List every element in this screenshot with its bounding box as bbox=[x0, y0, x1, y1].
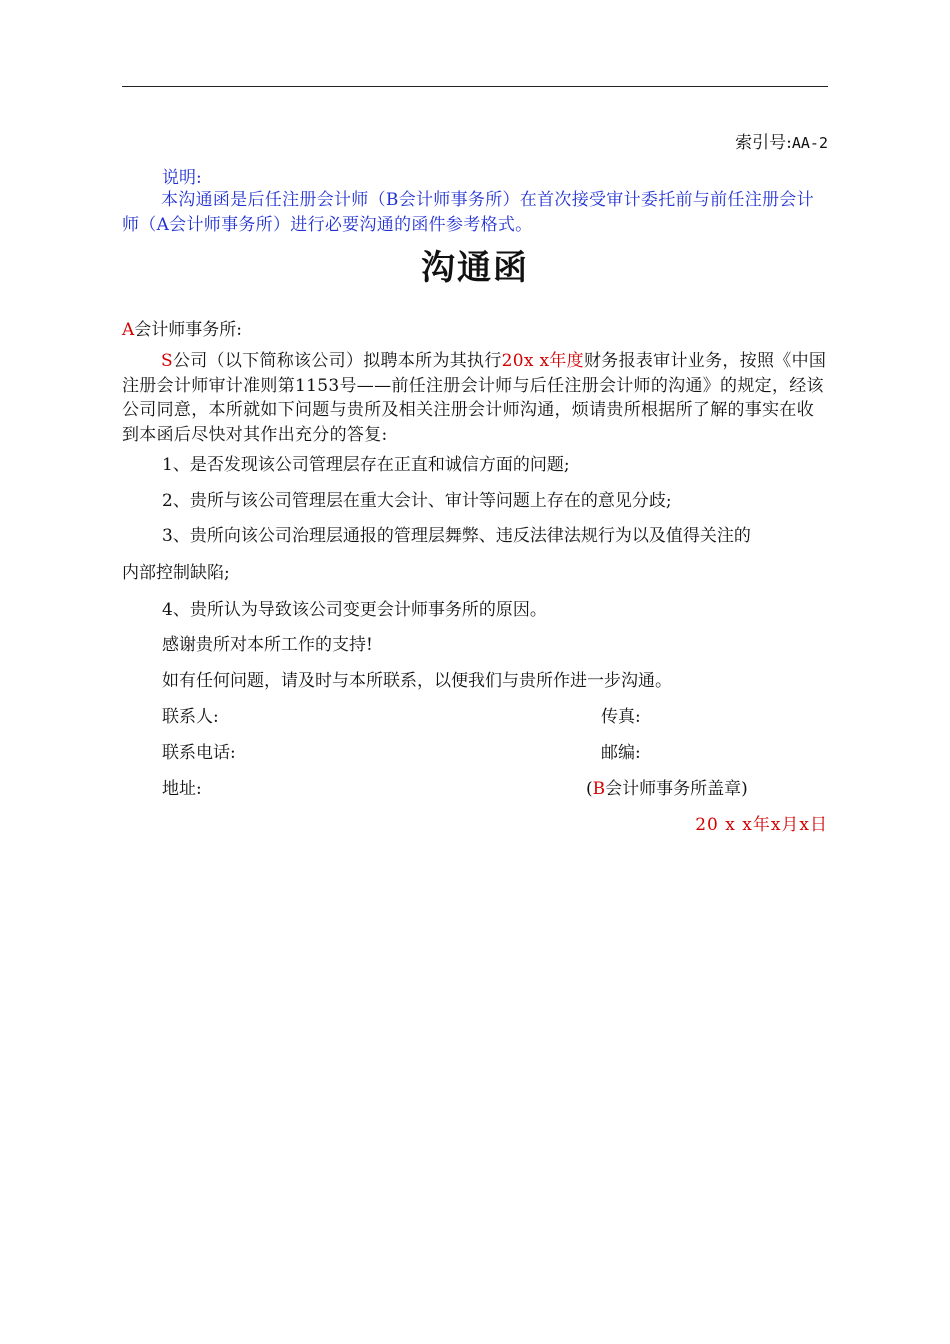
body-year: 20x x年度 bbox=[501, 351, 584, 371]
thanks-text: 感谢贵所对本所工作的支持! bbox=[162, 635, 373, 655]
note-text: 本沟通函是后任注册会计师（B会计师事务所）在首次接受审计委托前与前任注册会计师（A会计师事务所）进行必要沟通的函件参考格式。 bbox=[122, 190, 814, 235]
list-item-2: 2、贵所与该公司管理层在重大会计、审计等问题上存在的意见分歧; bbox=[162, 491, 672, 511]
contact-person-label: 联系人: bbox=[162, 707, 219, 727]
seal-label: 会计师事务所盖章) bbox=[605, 779, 748, 799]
body-paragraph bbox=[122, 349, 828, 447]
addressee-prefix: A bbox=[122, 320, 135, 340]
index-value: AA-2 bbox=[791, 134, 828, 152]
addressee-text: 会计师事务所: bbox=[134, 320, 243, 340]
list-item-3-cont: 内部控制缺陷; bbox=[122, 563, 230, 583]
note-label: 说明: bbox=[162, 168, 202, 188]
phone-label: 联系电话: bbox=[162, 743, 236, 763]
postcode-label: 邮编: bbox=[601, 743, 641, 763]
body-s-prefix: S bbox=[161, 351, 173, 371]
date-line: 20 x x年x月x日 bbox=[695, 815, 828, 835]
list-item-4: 4、贵所认为导致该公司变更会计师事务所的原因。 bbox=[162, 600, 547, 620]
seal-text bbox=[586, 774, 748, 799]
contact-note: 如有任何问题，请及时与本所联系，以便我们与贵所作进一步沟通。 bbox=[162, 671, 672, 691]
body-part1: 公司（以下简称该公司）拟聘本所为其执行 bbox=[172, 351, 502, 371]
header-rule bbox=[122, 86, 828, 87]
seal-open: ( bbox=[586, 779, 593, 799]
page-title: 沟通函 bbox=[421, 248, 529, 288]
index-label: 索引号: bbox=[735, 133, 792, 153]
addressee bbox=[122, 315, 242, 340]
list-item-3: 3、贵所向该公司治理层通报的管理层舞弊、违反法律法规行为以及值得关注的 bbox=[162, 526, 751, 546]
seal-prefix: B bbox=[592, 779, 606, 799]
body-part2: 财务报表审计业务，按照《中国注册会计师审计准则第1153号——前任注册会计师与后任注册会计师的沟通》的规定，经该公司同意，本所就如下问题与贵所及相关注册会计师沟通，烦请贵所根据所了解的事实在收到本函后尽快对其作出充分的答复: bbox=[122, 351, 827, 445]
fax-label: 传真: bbox=[601, 707, 641, 727]
index-number bbox=[735, 128, 828, 153]
address-label: 地址: bbox=[162, 779, 202, 799]
list-item-1: 1、是否发现该公司管理层存在正直和诚信方面的问题; bbox=[162, 455, 570, 475]
